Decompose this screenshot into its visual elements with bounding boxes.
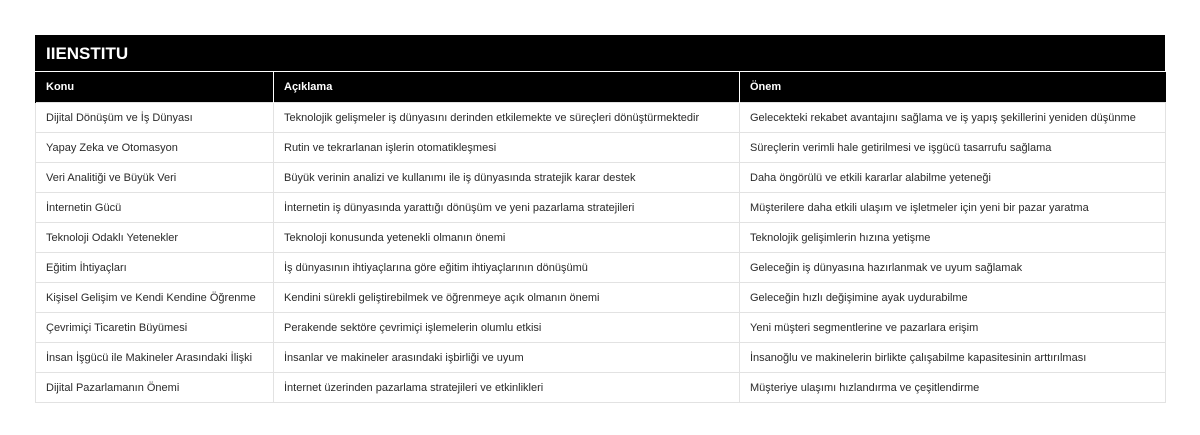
table-row (36, 223, 1166, 253)
table-row (36, 163, 1166, 193)
cell-konu: Yapay Zeka ve Otomasyon (36, 133, 274, 163)
cell-aciklama: Büyük verinin analizi ve kullanımı ile iş dünyasında stratejik karar destek (274, 163, 740, 193)
cell-aciklama: İş dünyasının ihtiyaçlarına göre eğitim ihtiyaçlarının dönüşümü (274, 253, 740, 283)
cell-aciklama: Perakende sektöre çevrimiçi işlemelerin olumlu etkisi (274, 313, 740, 343)
cell-konu: Çevrimiçi Ticaretin Büyümesi (36, 313, 274, 343)
cell-aciklama: Kendini sürekli geliştirebilmek ve öğrenmeye açık olmanın önemi (274, 283, 740, 313)
cell-onem: İnsanoğlu ve makinelerin birlikte çalışabilme kapasitesinin arttırılması (740, 343, 1166, 373)
cell-aciklama: Teknoloji konusunda yetenekli olmanın önemi (274, 223, 740, 253)
cell-onem: Süreçlerin verimli hale getirilmesi ve işgücü tasarrufu sağlama (740, 133, 1166, 163)
table-row (36, 103, 1166, 133)
table-row (36, 193, 1166, 223)
table-container (35, 35, 1165, 403)
cell-onem: Müşterilere daha etkili ulaşım ve işletmeler için yeni bir pazar yaratma (740, 193, 1166, 223)
cell-aciklama: İnternetin iş dünyasında yarattığı dönüşüm ve yeni pazarlama stratejileri (274, 193, 740, 223)
cell-konu: İnsan İşgücü ile Makineler Arasındaki İlişki (36, 343, 274, 373)
cell-konu: Kişisel Gelişim ve Kendi Kendine Öğrenme (36, 283, 274, 313)
cell-onem: Geleceğin hızlı değişimine ayak uydurabilme (740, 283, 1166, 313)
table-row (36, 343, 1166, 373)
cell-onem: Geleceğin iş dünyasına hazırlanmak ve uyum sağlamak (740, 253, 1166, 283)
column-header-onem: Önem (740, 72, 1166, 103)
table-row (36, 373, 1166, 403)
column-header-konu: Konu (36, 72, 274, 103)
cell-konu: Eğitim İhtiyaçları (36, 253, 274, 283)
cell-konu: Dijital Dönüşüm ve İş Dünyası (36, 103, 274, 133)
cell-onem: Teknolojik gelişimlerin hızına yetişme (740, 223, 1166, 253)
table-row (36, 283, 1166, 313)
table-row (36, 313, 1166, 343)
cell-konu: Teknoloji Odaklı Yetenekler (36, 223, 274, 253)
cell-onem: Müşteriye ulaşımı hızlandırma ve çeşitlendirme (740, 373, 1166, 403)
table-row (36, 253, 1166, 283)
cell-onem: Daha öngörülü ve etkili kararlar alabilme yeteneği (740, 163, 1166, 193)
cell-onem: Yeni müşteri segmentlerine ve pazarlara erişim (740, 313, 1166, 343)
cell-onem: Gelecekteki rekabet avantajını sağlama ve iş yapış şekillerini yeniden düşünme (740, 103, 1166, 133)
brand-title: IIENSTITU (35, 35, 1165, 71)
cell-konu: Veri Analitiği ve Büyük Veri (36, 163, 274, 193)
cell-aciklama: İnsanlar ve makineler arasındaki işbirliği ve uyum (274, 343, 740, 373)
cell-aciklama: Rutin ve tekrarlanan işlerin otomatikleşmesi (274, 133, 740, 163)
table-row (36, 133, 1166, 163)
table-header-row (36, 72, 1166, 103)
data-table (35, 71, 1166, 403)
cell-aciklama: İnternet üzerinden pazarlama stratejileri ve etkinlikleri (274, 373, 740, 403)
cell-konu: Dijital Pazarlamanın Önemi (36, 373, 274, 403)
column-header-aciklama: Açıklama (274, 72, 740, 103)
cell-konu: İnternetin Gücü (36, 193, 274, 223)
cell-aciklama: Teknolojik gelişmeler iş dünyasını derinden etkilemekte ve süreçleri dönüştürmektedir (274, 103, 740, 133)
